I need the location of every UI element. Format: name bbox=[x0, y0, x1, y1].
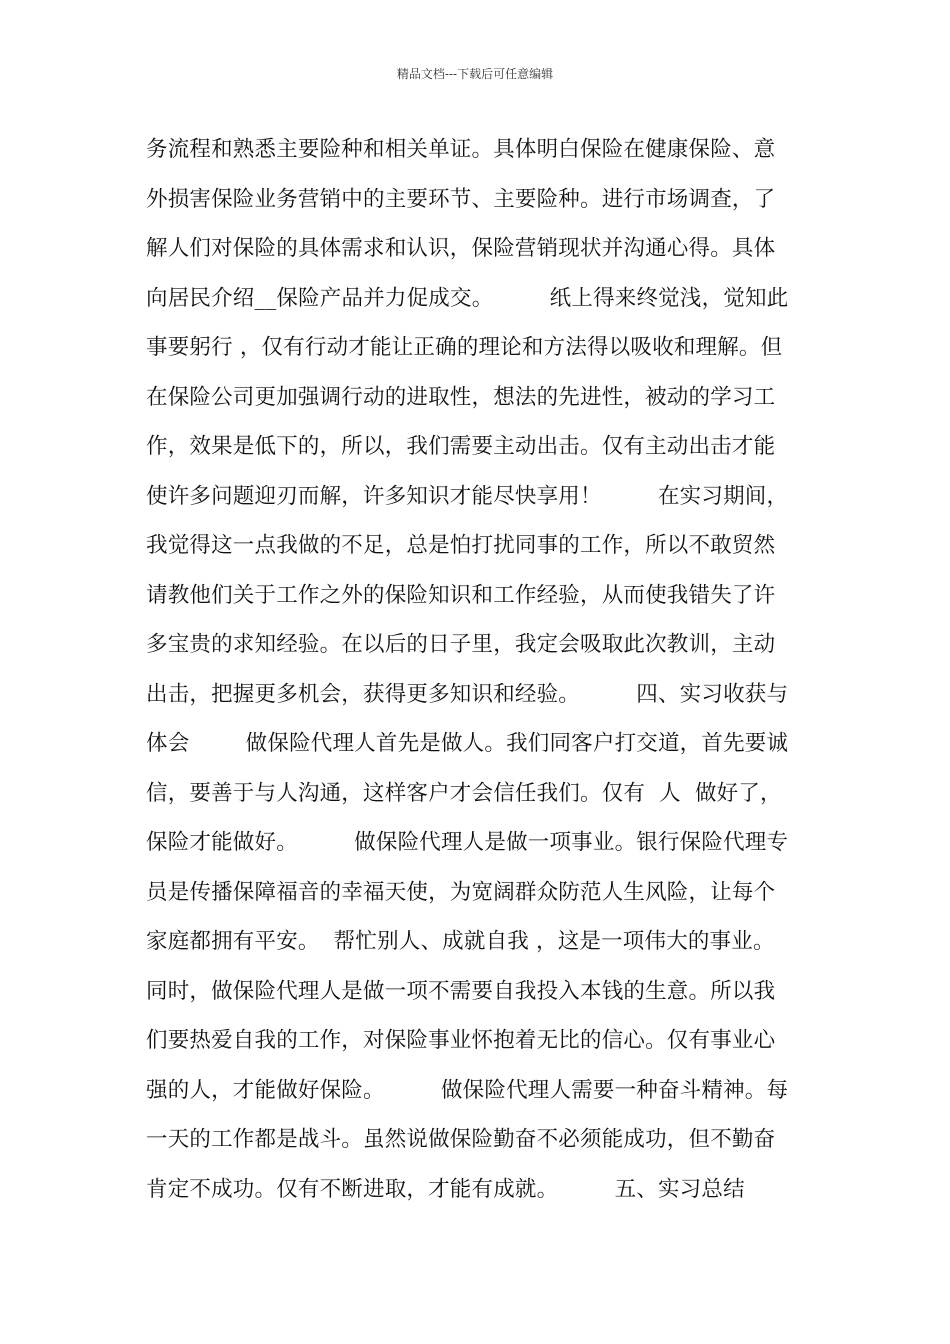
text-line: 外损害保险业务营销中的主要环节、主要险种。进行市场调查，了 bbox=[146, 186, 776, 212]
text-line: 强的人，才能做好保险。 做保险代理人需要一种奋斗精神。每 bbox=[146, 1077, 789, 1103]
text-line: 家庭都拥有平安。 帮忙别人、成就自我 ，这是一项伟大的事业。 bbox=[146, 929, 775, 954]
text-line: 在保险公司更加强调行动的进取性，想法的先进性，被动的学习工 bbox=[146, 384, 776, 410]
text-line: 作，效果是低下的，所以，我们需要主动出击。仅有主动出击才能 bbox=[146, 434, 776, 459]
text-line: 使许多问题迎刃而解，许多知识才能尽快享用！ 在实习期间， bbox=[146, 483, 789, 509]
text-line: 务流程和熟悉主要险种和相关单证。具体明白保险在健康保险、意 bbox=[146, 137, 776, 162]
text-line: 出击，把握更多机会，获得更多知识和经验。 四、实习收获与 bbox=[146, 681, 789, 707]
text-line: 体会 做保险代理人首先是做人。我们同客户打交道，首先要诚 bbox=[146, 731, 789, 756]
text-line: 请教他们关于工作之外的保险知识和工作经验，从而使我错失了许 bbox=[146, 582, 776, 608]
text-line: 多宝贵的求知经验。在以后的日子里，我定会吸取此次教训，主动 bbox=[146, 632, 776, 657]
text-line: 们要热爱自我的工作，对保险事业怀抱着无比的信心。仅有事业心 bbox=[146, 1028, 776, 1053]
text-line: 信，要善于与人沟通，这样客户才会信任我们。仅有 人 做好了， bbox=[146, 780, 782, 806]
text-line: 事要躬行 ，仅有行动才能让正确的理论和方法得以吸收和理解。但 bbox=[146, 335, 783, 360]
text-line: 员是传播保障福音的幸福天使，为宽阔群众防范人生风险，让每个 bbox=[146, 879, 776, 905]
text-line: 解人们对保险的具体需求和认识，保险营销现状并沟通心得。具体 bbox=[146, 236, 776, 261]
text-line: 我觉得这一点我做的不足，总是怕打扰同事的工作，所以不敢贸然 bbox=[146, 533, 776, 558]
text-line: 一天的工作都是战斗。虽然说做保险勤奋不必须能成功，但不勤奋 bbox=[146, 1127, 776, 1152]
text-line: 保险才能做好。 做保险代理人是做一项事业。银行保险代理专 bbox=[146, 830, 789, 855]
text-line: 同时，做保险代理人是做一项不需要自我投入本钱的生意。所以我 bbox=[146, 978, 776, 1004]
page-header: 精品文档---下载后可任意编辑 bbox=[396, 67, 554, 81]
text-line: 肯定不成功。仅有不断进取，才能有成就。 五、实习总结 bbox=[146, 1176, 745, 1202]
text-line: 向居民介绍__保险产品并力促成交。 纸上得来终觉浅，觉知此 bbox=[146, 285, 789, 311]
document-body bbox=[146, 125, 826, 1214]
